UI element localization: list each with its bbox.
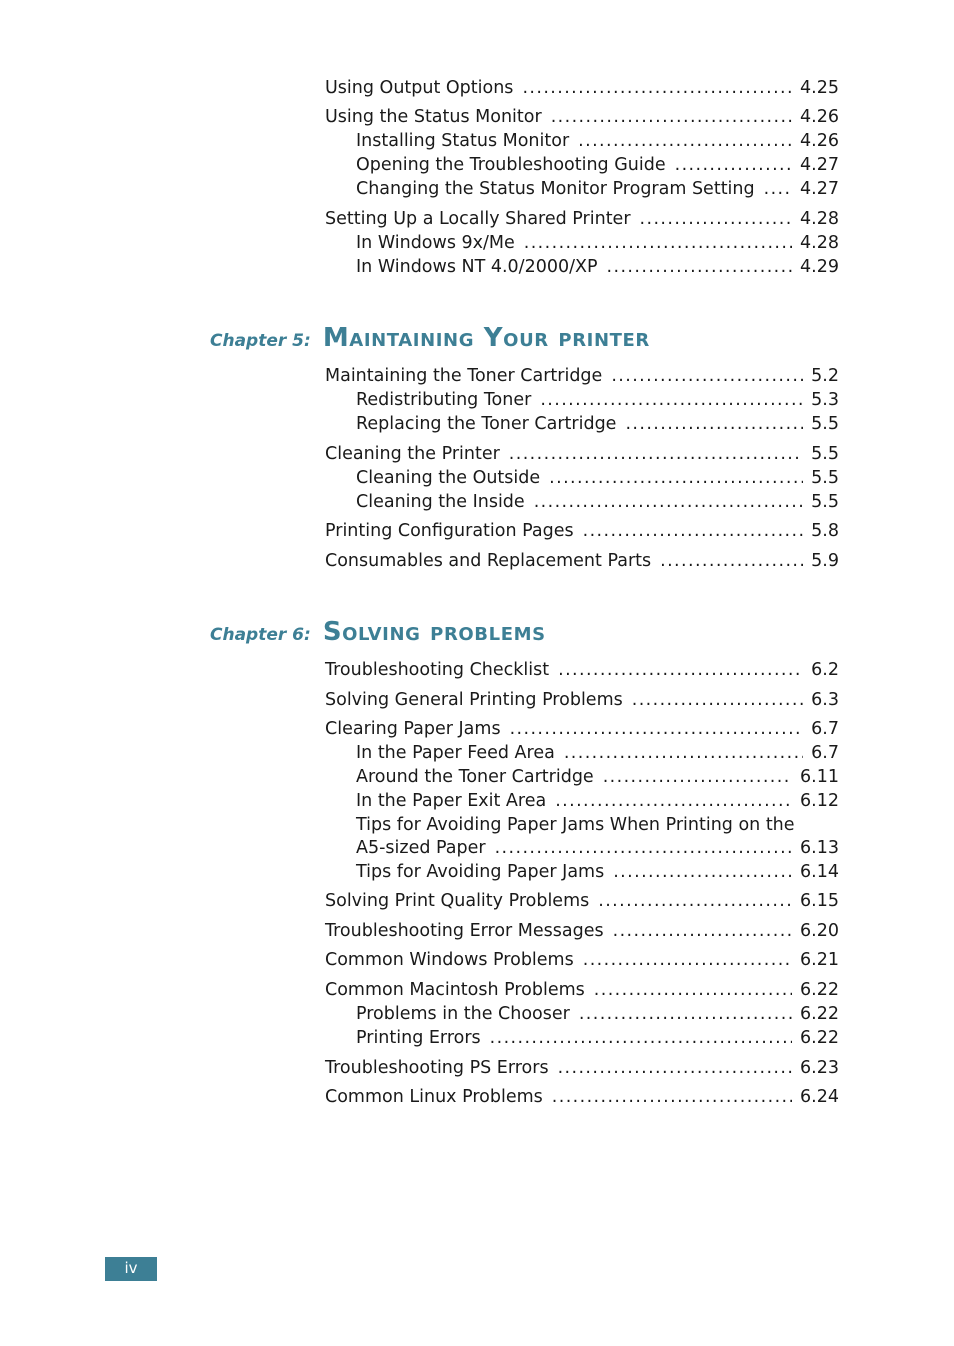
leader-dots <box>578 129 792 153</box>
toc-entry-title: In Windows NT 4.0/2000/XP <box>356 257 598 277</box>
toc-entry[interactable] <box>325 519 839 543</box>
leader-dots <box>540 388 803 412</box>
toc-entry[interactable] <box>325 1085 839 1109</box>
toc-entry[interactable] <box>325 207 839 231</box>
page-number-badge: iv <box>105 1257 157 1281</box>
leader-dots <box>495 836 792 860</box>
leader-dots <box>524 231 792 255</box>
toc-subentry[interactable] <box>356 1002 839 1026</box>
toc-subentry[interactable] <box>356 1026 839 1050</box>
toc-entry[interactable] <box>325 76 839 100</box>
toc-entry-title: In Windows 9x/Me <box>356 233 515 253</box>
toc-entry-title: Common Windows Problems <box>325 950 574 970</box>
leader-dots <box>613 919 792 943</box>
toc-entry[interactable] <box>325 364 839 388</box>
leader-dots <box>509 442 803 466</box>
toc-entry-page: 6.14 <box>800 862 839 882</box>
toc-entry-page: 6.7 <box>811 743 839 763</box>
leader-dots <box>549 466 803 490</box>
toc-entry-title: Installing Status Monitor <box>356 131 570 151</box>
toc-subentry[interactable] <box>356 412 839 436</box>
toc-entry-title: Cleaning the Printer <box>325 444 500 464</box>
leader-dots <box>598 889 792 913</box>
chapter-label: Chapter 6: <box>210 625 311 645</box>
toc-entry-title: Around the Toner Cartridge <box>356 767 594 787</box>
toc-subentry-wrapped-line[interactable] <box>356 813 839 837</box>
chapter-5-heading[interactable] <box>210 323 650 353</box>
leader-dots <box>611 364 803 388</box>
toc-entry-page: 5.3 <box>811 390 839 410</box>
toc-entry-title: Cleaning the Inside <box>356 492 525 512</box>
toc-entry-title: Problems in the Chooser <box>356 1004 570 1024</box>
toc-entry[interactable] <box>325 948 839 972</box>
toc-entry-title: In the Paper Exit Area <box>356 791 547 811</box>
toc-entry[interactable] <box>325 658 839 682</box>
toc-entry-page: 6.11 <box>800 767 839 787</box>
leader-dots <box>555 789 792 813</box>
chapter-6-heading[interactable] <box>210 617 546 647</box>
toc-entry-page: 4.26 <box>800 107 839 127</box>
toc-subentry[interactable] <box>356 836 839 860</box>
toc-entry-page: 5.2 <box>811 366 839 386</box>
toc-entry-page: 6.2 <box>811 660 839 680</box>
toc-entry-page: 5.5 <box>811 444 839 464</box>
toc-entry-page: 6.3 <box>811 690 839 710</box>
toc-entry-title: Setting Up a Locally Shared Printer <box>325 209 631 229</box>
leader-dots <box>583 519 804 543</box>
toc-entry-title: Clearing Paper Jams <box>325 719 501 739</box>
toc-entry-title: Printing Configuration Pages <box>325 521 574 541</box>
toc-entry-title: Troubleshooting Checklist <box>325 660 550 680</box>
toc-entry-title: Consumables and Replacement Parts <box>325 551 652 571</box>
toc-subentry[interactable] <box>356 860 839 884</box>
toc-entry-title: Printing Errors <box>356 1028 481 1048</box>
toc-entry-title: Common Linux Problems <box>325 1087 543 1107</box>
toc-entry-page: 6.22 <box>800 1028 839 1048</box>
chapter-label: Chapter 5: <box>210 331 311 351</box>
toc-entry-title: Opening the Troubleshooting Guide <box>356 155 666 175</box>
toc-entry-page: 6.24 <box>800 1087 839 1107</box>
chapter-title: Solving problems <box>322 617 546 647</box>
leader-dots <box>558 1056 792 1080</box>
toc-entry-page: 4.27 <box>800 155 839 175</box>
leader-dots <box>603 765 792 789</box>
toc-subentry[interactable] <box>356 129 839 153</box>
leader-dots <box>490 1026 792 1050</box>
toc-entry-page: 5.8 <box>811 521 839 541</box>
toc-entry-page: 4.29 <box>800 257 839 277</box>
toc-subentry[interactable] <box>356 388 839 412</box>
leader-dots <box>625 412 803 436</box>
toc-entry-page: 6.21 <box>800 950 839 970</box>
leader-dots <box>675 153 792 177</box>
toc-subentry[interactable] <box>356 177 839 201</box>
leader-dots <box>607 255 792 279</box>
toc-entry-title: Troubleshooting Error Messages <box>325 921 604 941</box>
toc-entry-title: A5-sized Paper <box>356 838 486 858</box>
toc-entry[interactable] <box>325 549 839 573</box>
toc-entry-page: 5.5 <box>811 492 839 512</box>
leader-dots <box>534 490 803 514</box>
toc-subentry[interactable] <box>356 255 839 279</box>
toc-entry-title: Using the Status Monitor <box>325 107 542 127</box>
toc-entry-title: Common Macintosh Problems <box>325 980 585 1000</box>
leader-dots <box>564 741 803 765</box>
toc-entry-page: 4.28 <box>800 233 839 253</box>
toc-subentry[interactable] <box>356 789 839 813</box>
leader-dots <box>552 1085 792 1109</box>
toc-entry-page: 6.20 <box>800 921 839 941</box>
toc-subentry[interactable] <box>356 231 839 255</box>
toc-entry-page: 6.12 <box>800 791 839 811</box>
leader-dots <box>613 860 792 884</box>
toc-entry-title: Using Output Options <box>325 78 514 98</box>
toc-entry-page: 6.22 <box>800 1004 839 1024</box>
toc-entry[interactable] <box>325 919 839 943</box>
toc-entry[interactable] <box>325 978 839 1002</box>
leader-dots <box>632 688 803 712</box>
toc-entry-title: In the Paper Feed Area <box>356 743 555 763</box>
toc-entry[interactable] <box>325 105 839 129</box>
toc-entry-page: 6.13 <box>800 838 839 858</box>
leader-dots <box>551 105 792 129</box>
toc-entry-page: 4.28 <box>800 209 839 229</box>
toc-subentry[interactable] <box>356 490 839 514</box>
toc-entry-page: 6.7 <box>811 719 839 739</box>
toc-entry-title: Solving General Printing Problems <box>325 690 623 710</box>
toc-entry-title: Cleaning the Outside <box>356 468 541 488</box>
toc-entry[interactable] <box>325 442 839 466</box>
leader-dots <box>522 76 792 100</box>
toc-entry-page: 6.15 <box>800 891 839 911</box>
toc-entry-page: 5.5 <box>811 468 839 488</box>
toc-entry-page: 5.5 <box>811 414 839 434</box>
leader-dots <box>579 1002 792 1026</box>
toc-subentry[interactable] <box>356 765 839 789</box>
leader-dots <box>640 207 793 231</box>
toc-entry-page: 4.25 <box>800 78 839 98</box>
toc-entry-page: 4.27 <box>800 179 839 199</box>
toc-entry[interactable] <box>325 1056 839 1080</box>
toc-subentry[interactable] <box>356 741 839 765</box>
chapter-title: Maintaining Your printer <box>322 323 650 353</box>
toc-entry-title: Tips for Avoiding Paper Jams <box>356 862 605 882</box>
toc-entry-title: Troubleshooting PS Errors <box>325 1058 549 1078</box>
toc-entry-title: Tips for Avoiding Paper Jams When Printing on the <box>356 815 795 835</box>
toc-entry-page: 4.26 <box>800 131 839 151</box>
leader-dots <box>583 948 792 972</box>
toc-entry-title: Changing the Status Monitor Program Setting <box>356 179 755 199</box>
leader-dots <box>594 978 792 1002</box>
toc-entry-title: Replacing the Toner Cartridge <box>356 414 617 434</box>
toc-entry-title: Solving Print Quality Problems <box>325 891 590 911</box>
toc-subentry[interactable] <box>356 466 839 490</box>
toc-subentry[interactable] <box>356 153 839 177</box>
toc-entry[interactable] <box>325 688 839 712</box>
leader-dots <box>558 658 803 682</box>
leader-dots <box>660 549 803 573</box>
leader-dots <box>510 717 804 741</box>
toc-entry-page: 6.22 <box>800 980 839 1000</box>
toc-entry-page: 5.9 <box>811 551 839 571</box>
toc-entry-title: Redistributing Toner <box>356 390 532 410</box>
leader-dots <box>764 177 792 201</box>
toc-entry[interactable] <box>325 889 839 913</box>
toc-entry[interactable] <box>325 717 839 741</box>
toc-entry-title: Maintaining the Toner Cartridge <box>325 366 603 386</box>
toc-entry-page: 6.23 <box>800 1058 839 1078</box>
